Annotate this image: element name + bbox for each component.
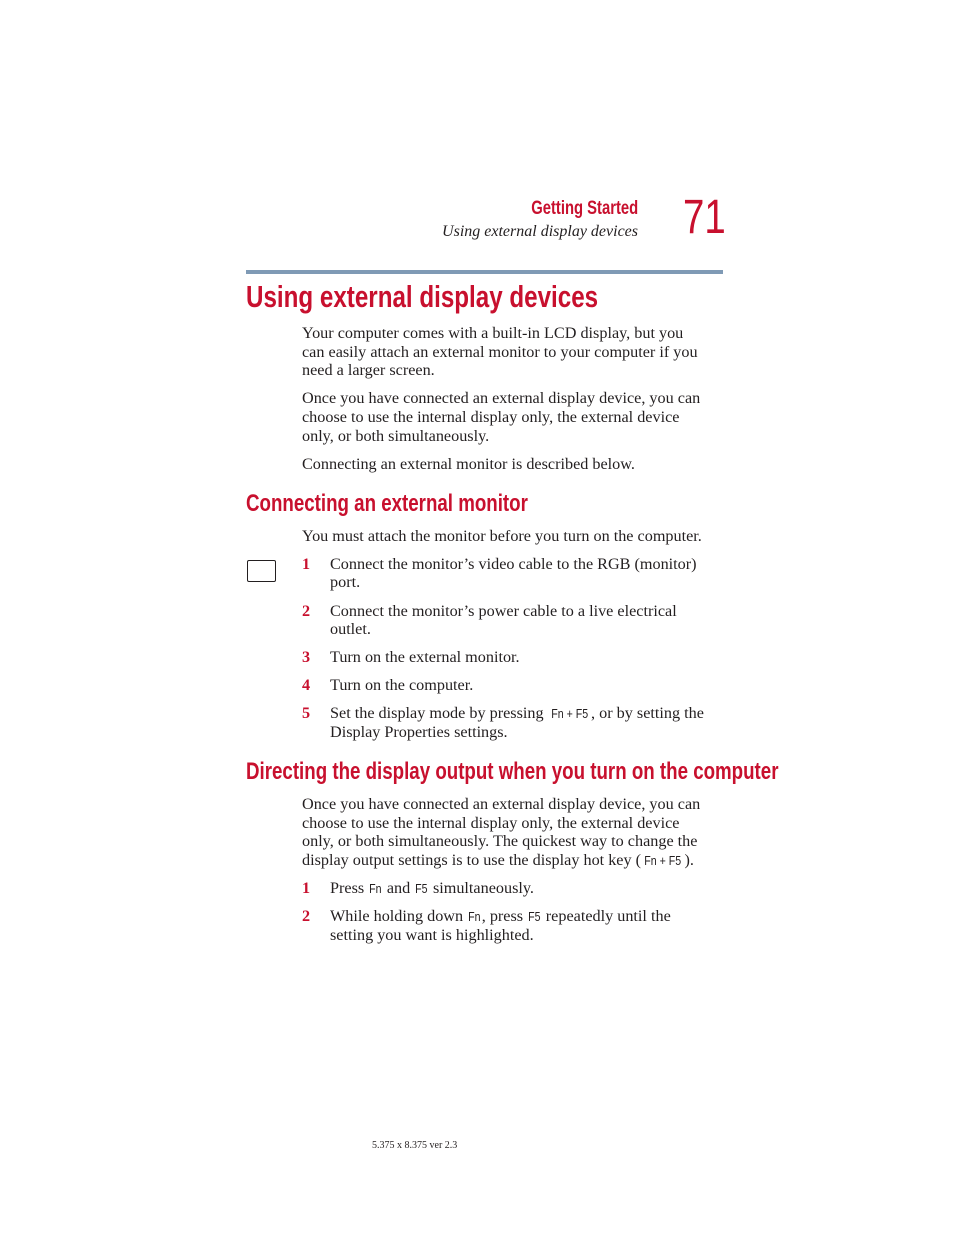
step-number: 2 [302,602,311,620]
step-number: 1 [302,879,311,897]
text: and [382,879,415,897]
footer-note: 5.375 x 8.375 ver 2.3 [372,1140,458,1151]
text: While holding down [330,907,468,925]
step-text: Display Properties settings. [330,723,508,741]
intro-line: Your computer comes with a built-in LCD display, but you [302,324,684,342]
monitor-icon [247,560,276,582]
step-text [330,879,534,898]
key-combo: Fn + F5 [550,707,588,721]
text: simultaneously. [428,879,534,897]
title-rule [246,270,723,274]
step-text: port. [330,573,361,591]
step-text: Connect the monitor’s video cable to the RGB (monitor) [330,555,697,573]
section2-line: Once you have connected an external display device, you can [302,795,701,813]
step-text: outlet. [330,620,371,638]
key-combo: Fn + F5 [644,854,682,868]
intro-line: only, or both simultaneously. [302,427,490,445]
step-number: 1 [302,555,311,573]
section-heading-connecting: Connecting an external monitor [246,490,528,517]
page-title: Using external display devices [246,279,599,314]
step-number: 3 [302,648,311,666]
step-number: 5 [302,704,311,722]
step-text [330,704,704,723]
text: , or by setting the [591,704,704,722]
text: ). [684,851,694,869]
section2-line: choose to use the internal display only, the external device [302,814,680,832]
step-number: 2 [302,907,311,925]
key: F5 [528,910,541,924]
text: repeatedly until the [541,907,671,925]
step-text: Turn on the computer. [330,676,474,694]
intro-line: can easily attach an external monitor to your computer if you [302,343,698,361]
key: Fn [468,910,481,924]
intro-line: Connecting an external monitor is described below. [302,455,635,473]
section2-line [302,851,694,870]
key: F5 [415,882,428,896]
intro-line: need a larger screen. [302,361,435,379]
running-header-section: Using external display devices [442,223,638,240]
text: , press [481,907,528,925]
step-number: 4 [302,676,311,694]
step-text: Turn on the external monitor. [330,648,520,666]
section-heading-directing: Directing the display output when you turn on the computer [246,758,779,785]
step-text: Connect the monitor’s power cable to a live electrical [330,602,677,620]
text: display output settings is to use the display hot key ( [302,851,642,869]
text: Press [330,879,369,897]
section1-lead: You must attach the monitor before you turn on the computer. [302,527,702,545]
intro-line: Once you have connected an external display device, you can [302,389,701,407]
key: Fn [369,882,382,896]
text: Set the display mode by pressing [330,704,548,722]
running-header-chapter: Getting Started [530,198,638,219]
step-text: setting you want is highlighted. [330,926,534,944]
intro-line: choose to use the internal display only, the external device [302,408,680,426]
section2-line: only, or both simultaneously. The quickest way to change the [302,832,698,850]
step-text [330,907,671,926]
page-number: 71 [683,191,726,244]
